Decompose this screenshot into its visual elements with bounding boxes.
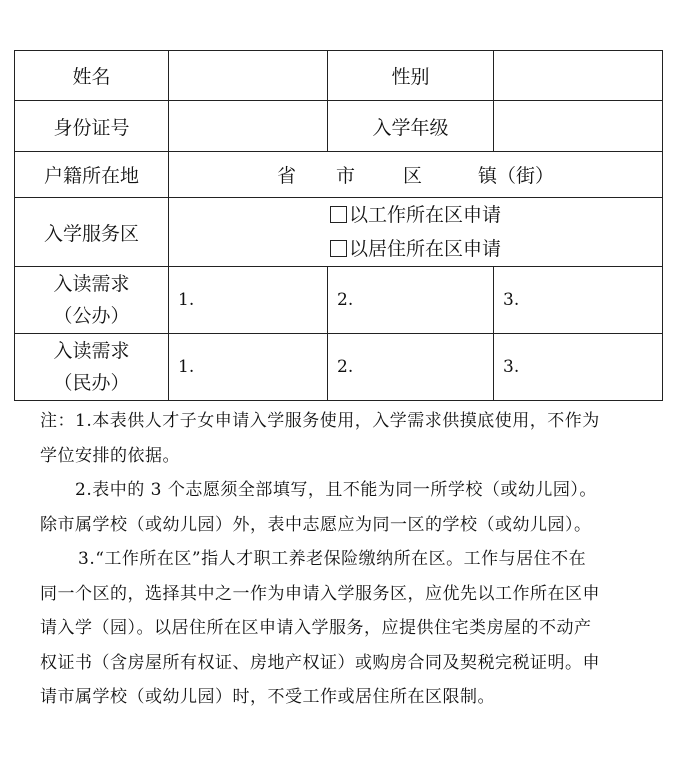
public-need-label — [15, 267, 169, 334]
row-household — [15, 152, 663, 198]
service-area-label: 入学服务区 — [15, 198, 169, 267]
name-field[interactable] — [169, 51, 328, 101]
note3-line3: 请入学（园）。以居住所在区申请入学服务，应提供住宅类房屋的不动产 — [40, 618, 592, 638]
row-public-need — [15, 267, 663, 334]
row-name-gender — [15, 51, 663, 101]
town-text: 镇（街） — [478, 165, 555, 187]
id-label: 身份证号 — [15, 101, 169, 152]
household-label: 户籍所在地 — [15, 152, 169, 198]
row-private-need — [15, 334, 663, 401]
service-area-options — [169, 198, 663, 267]
public-choice-3[interactable]: 3. — [494, 267, 663, 334]
note1-line1: 注：1.本表供人才子女申请入学服务使用，入学需求供摸底使用，不作为 — [40, 411, 600, 431]
name-label: 姓名 — [15, 51, 169, 101]
city-text: 市 — [335, 165, 355, 187]
note3-line5: 请市属学校（或幼儿园）时，不受工作或居住所在区限制。 — [40, 687, 495, 707]
checkbox-icon[interactable] — [330, 206, 347, 223]
note2-line1: 2.表中的 3 个志愿须全部填写，且不能为同一所学校（或幼儿园）。 — [75, 480, 597, 500]
row-id-grade — [15, 101, 663, 152]
public-choice-2[interactable]: 2. — [328, 267, 494, 334]
private-need-label-line2: （民办） — [53, 372, 130, 394]
household-field[interactable] — [169, 152, 663, 198]
note3-line1: 3.“工作所在区”指人才职工养老保险缴纳所在区。工作与居住不在 — [78, 549, 587, 569]
option-residence-area[interactable] — [169, 232, 662, 266]
private-choice-3[interactable]: 3. — [494, 334, 663, 401]
public-need-label-line1: 入读需求 — [53, 273, 130, 295]
public-choice-1[interactable]: 1. — [169, 267, 328, 334]
option-work-area[interactable] — [169, 198, 662, 232]
private-need-label — [15, 334, 169, 401]
grade-label: 入学年级 — [328, 101, 494, 152]
gender-label: 性别 — [328, 51, 494, 101]
id-field[interactable] — [169, 101, 328, 152]
grade-field[interactable] — [494, 101, 663, 152]
note2-line2: 除市属学校（或幼儿园）外，表中志愿应为同一区的学校（或幼儿园）。 — [40, 514, 592, 535]
note3-line2: 同一个区的，选择其中之一作为申请入学服务区，应优先以工作所在区申 — [40, 583, 600, 604]
province-text: 省 — [276, 165, 296, 187]
option-work-label: 以工作所在区申请 — [349, 204, 502, 226]
row-service-area — [15, 198, 663, 267]
note1-line2: 学位安排的依据。 — [40, 445, 180, 466]
gender-field[interactable] — [494, 51, 663, 101]
district-text: 区 — [403, 165, 423, 187]
private-choice-2[interactable]: 2. — [328, 334, 494, 401]
option-residence-label: 以居住所在区申请 — [349, 238, 502, 260]
application-form-table — [14, 50, 663, 401]
note3-line4: 权证书（含房屋所有权证、房地产权证）或购房合同及契税完税证明。申 — [40, 652, 600, 673]
notes-section — [40, 404, 640, 715]
private-choice-1[interactable]: 1. — [169, 334, 328, 401]
private-need-label-line1: 入读需求 — [53, 340, 130, 362]
checkbox-icon[interactable] — [330, 240, 347, 257]
public-need-label-line2: （公办） — [53, 305, 130, 327]
